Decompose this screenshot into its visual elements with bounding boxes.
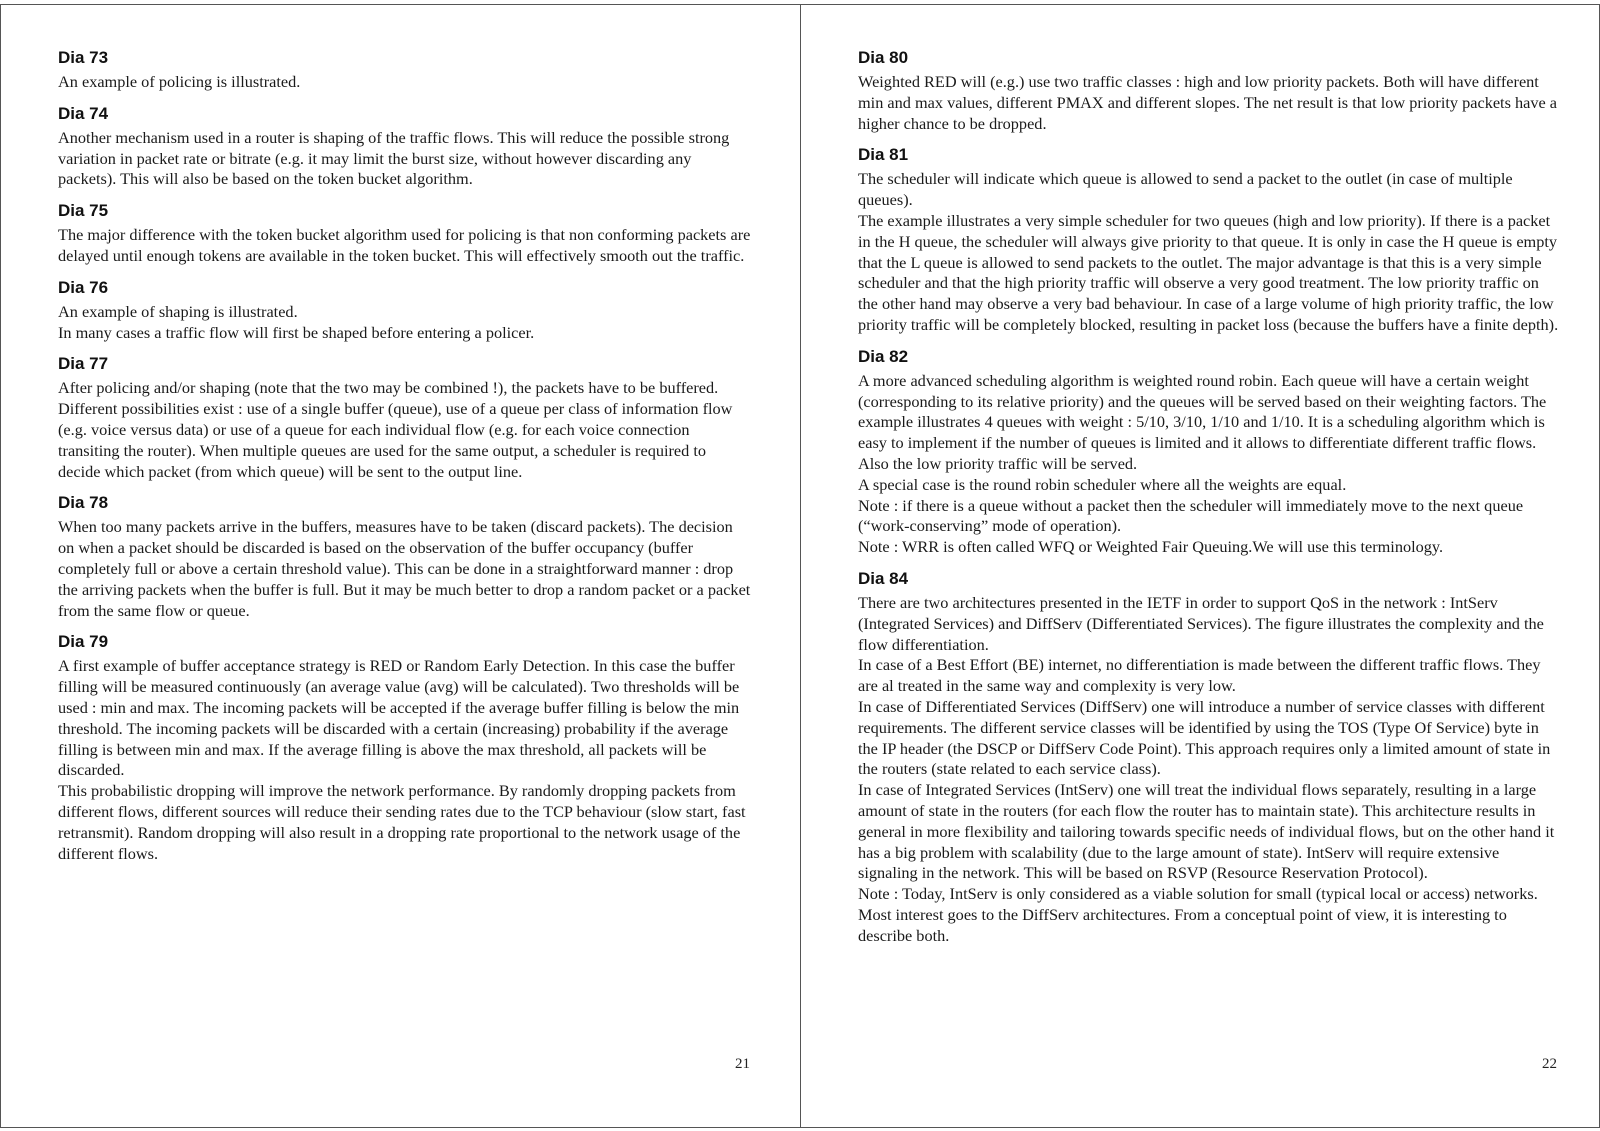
paragraph: A more advanced scheduling algorithm is weighted round robin. Each queue will have a certain weight (corresponding to its relative priority) and the queues will be served based on their weighting factors. The example illustrates 4 queues with weight : 5/10, 3/10, 1/10 and 1/10. It is a scheduling algorithm which is easy to implement if the number of queues is limited and it allows to differentiate different traffic flows. Also the low priority traffic will be served.	[858, 370, 1547, 473]
section	[58, 103, 752, 190]
paragraph: In case of Differentiated Services (DiffServ) one will introduce a number of service classes with different requirements. The different service classes will be identified by using the TOS (Type Of Service) byte in the IP header (the DSCP or DiffServ Code Point). This approach requires only a limited amount of state in the routers (state related to each service class).	[858, 696, 1551, 779]
paragraph: The example illustrates a very simple scheduler for two queues (high and low priority). If there is a packet in the H queue, the scheduler will always give priority to that queue. It is only in case the H queue is empty that the L queue is allowed to send packets to the outlet. The major advantage is that this is a very simple scheduler and that the high priority traffic will observe a very good treatment. The low priority traffic on the other hand may observe a very bad behaviour. In case of a large volume of high priority traffic, the low priority traffic will be completely blocked, resulting in packet loss (because the buffers have a finite depth).	[858, 210, 1559, 334]
left-page	[1, 5, 800, 1127]
paragraph: Another mechanism used in a router is shaping of the traffic flows. This will reduce the possible strong variation in packet rate or bitrate (e.g. it may limit the burst size, without however discarding any packets). This will also be based on the token bucket algorithm.	[58, 127, 730, 189]
paragraph: Weighted RED will (e.g.) use two traffic classes : high and low priority packets. Both will have different min and max values, different PMAX and different slopes. The net result is that low priority packets have a higher chance to be dropped.	[858, 72, 1558, 133]
paragraph: This probabilistic dropping will improve the network performance. By randomly dropping packets from different flows, different sources will reduce their sending rates due to the TCP behaviour (slow start, fast retransmit). Random dropping will also result in a dropping rate proportional to the network usage of the different flows.	[58, 781, 746, 863]
section	[858, 47, 1559, 134]
section	[58, 47, 752, 93]
document-spread	[0, 4, 1600, 1128]
paragraph: In many cases a traffic flow will first be shaped before entering a policer.	[58, 322, 535, 342]
section-heading: Dia 79	[58, 632, 109, 652]
section-heading: Dia 80	[858, 48, 909, 67]
paragraph: Note : if there is a queue without a packet then the scheduler will immediately move to the next queue (“work-conserving” mode of operation).	[858, 495, 1524, 536]
right-page	[801, 5, 1599, 1127]
section-heading: Dia 84	[858, 568, 909, 588]
paragraph: The scheduler will indicate which queue is allowed to send a packet to the outlet (in case of multiple queues).	[858, 169, 1513, 210]
paragraph: An example of policing is illustrated.	[58, 72, 301, 91]
section	[58, 277, 752, 344]
paragraph: Note : Today, IntServ is only considered as a viable solution for small (typical local or access) networks. Most interest goes to the DiffServ architectures. From a conceptual point of view, it is interesting to describe both.	[858, 884, 1538, 945]
paragraph: In case of Integrated Services (IntServ) one will treat the individual flows separately, resulting in a large amount of state in the routers (for each flow the router has to maintain state). This architecture results in general in more flexibility and tailoring towards specific needs of individual flows, but on the other hand it has a big problem with scalability (due to the large amount of state). IntServ will require extensive signaling in the network. This will be based on RSVP (Resource Reservation Protocol).	[858, 780, 1555, 883]
paragraph: When too many packets arrive in the buffers, measures have to be taken (discard packets). The decision on when a packet should be discarded is based on the observation of the buffer occupancy (buffer completely full or above a certain threshold value). This can be done in a straightforward manner : drop the arriving packets when the buffer is full. But it may be much better to drop a random packet or a packet from the same flow or queue.	[58, 517, 751, 620]
section-heading: Dia 77	[58, 354, 109, 374]
paragraph: An example of shaping is illustrated.	[58, 301, 298, 321]
paragraph: After policing and/or shaping (note that the two may be combined !), the packets have to be buffered. Different possibilities exist : use of a single buffer (queue), use of a queue per class of information flow (e.g. voice versus data) or use of a queue for each individual flow (e.g. for each voice connection transiting the router). When multiple queues are used for the same output, a scheduler is required to decide which packet (from which queue) will be sent to the output line.	[58, 378, 733, 481]
paragraph: Note : WRR is often called WFQ or Weighted Fair Queuing.We will use this terminology.	[858, 537, 1444, 557]
page-number: 22	[1542, 1056, 1557, 1072]
page-number: 21	[735, 1056, 750, 1072]
section-heading: Dia 82	[858, 346, 909, 366]
section	[858, 568, 1559, 947]
paragraph: A special case is the round robin scheduler where all the weights are equal.	[858, 474, 1347, 494]
section	[58, 353, 752, 482]
section-heading: Dia 81	[858, 145, 909, 165]
section-heading: Dia 76	[58, 277, 109, 297]
section-heading: Dia 78	[58, 493, 109, 513]
section	[858, 144, 1559, 335]
section-heading: Dia 75	[58, 201, 109, 221]
paragraph: There are two architectures presented in the IETF in order to support QoS in the network : IntServ (Integrated Services) and DiffServ (Differentiated Services). The figure illustrates the complexity and the flow differentiation.	[858, 592, 1544, 654]
paragraph: In case of a Best Effort (BE) internet, no differentiation is made between the different traffic flows. They are al treated in the same way and complexity is very low.	[858, 655, 1541, 696]
section	[58, 492, 752, 621]
section	[58, 631, 752, 864]
section-heading: Dia 73	[58, 48, 109, 67]
paragraph: A first example of buffer acceptance strategy is RED or Random Early Detection. In this case the buffer filling will be measured continuously (an average value (avg) will be calculated). Two thresholds will be used : min and max. The incoming packets will be accepted if the average buffer filling is below the min threshold. The incoming packets will be discarded with a certain (increasing) probability if the average filling is between min and max. If the average filling is above the max threshold, all packets will be discarded.	[58, 656, 740, 780]
section-heading: Dia 74	[58, 103, 109, 123]
section	[858, 346, 1559, 558]
section	[58, 200, 752, 267]
paragraph: The major difference with the token bucket algorithm used for policing is that non conforming packets are delayed until enough tokens are available in the token bucket. This will effectively smooth out the traffic.	[58, 225, 751, 265]
